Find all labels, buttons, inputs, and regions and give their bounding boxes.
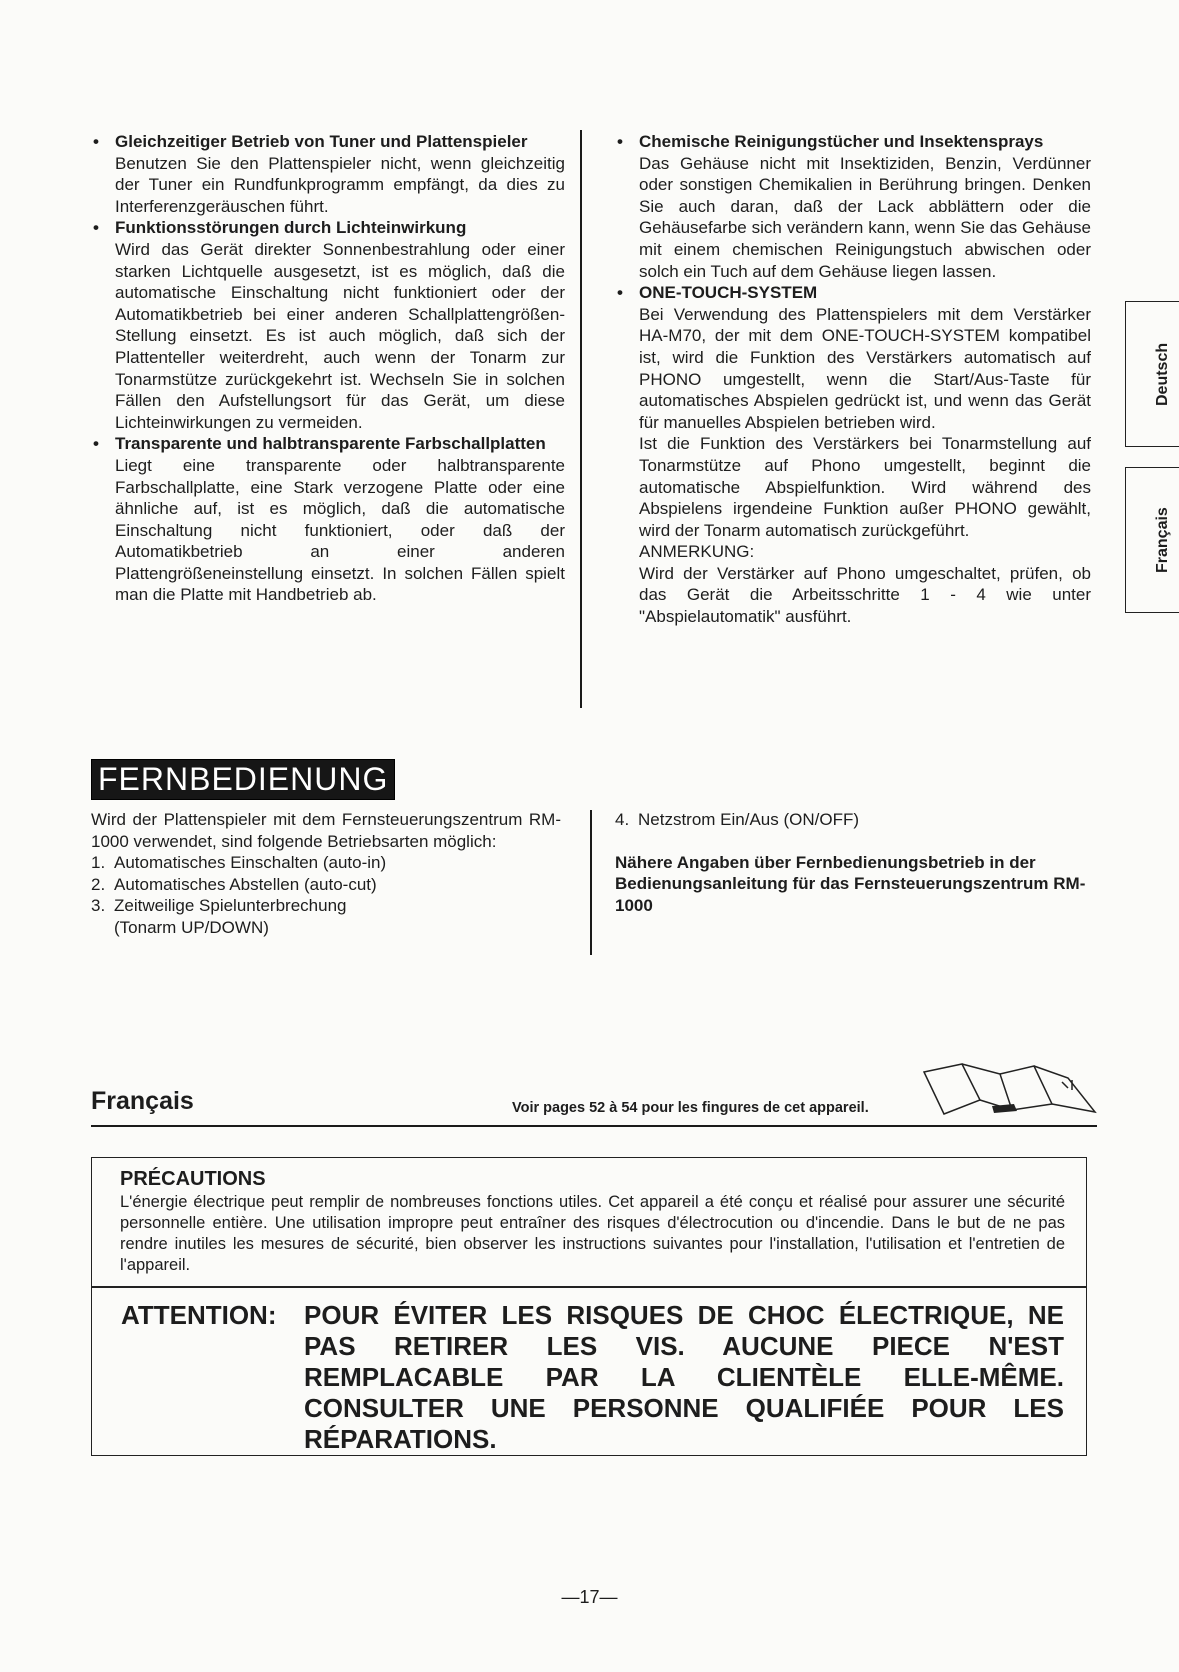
language-tab-deutsch (1125, 301, 1179, 447)
section-heading: • Gleichzeitiger Betrieb von Tuner und Plattenspieler (115, 131, 565, 153)
section-heading: • ONE-TOUCH-SYSTEM (639, 282, 1091, 304)
language-tab-francais (1125, 467, 1179, 613)
section-heading: • Funktionsstörungen durch Lichteinwirkung (115, 217, 565, 239)
section-body: Benutzen Sie den Plattenspieler nicht, wenn gleichzeitig der Tuner ein Rundfunkprogramm empfängt, da dies zu Interferenzgeräuschen führt. (115, 153, 565, 216)
mode-list (615, 809, 1095, 831)
section-heading: • Chemische Reinigungstücher und Insektensprays (639, 131, 1091, 153)
section-heading: • Transparente und halbtransparente Farbschallplatten (115, 433, 565, 455)
mode-list (91, 852, 561, 938)
manual-book-icon (922, 1060, 1097, 1118)
fernbedienung-right (615, 809, 1095, 916)
section-rule (91, 1125, 1097, 1127)
list-item: 3. Zeitweilige Spielunterbrechung (Tonarm UP/DOWN) (91, 896, 347, 937)
section-body: Ist die Funktion des Verstärkers bei Tonarmstellung auf Tonarmstütze auf Phono umgestellt, beginnt die automatische Abspielfunktion. Wird während des Abspielens irgendeine Funktion außer PHONO gewählt, wird der Tonarm automatisch zurückgeführt. (639, 434, 1091, 540)
section-body: Bei Verwendung des Plattenspielers mit dem Verstärker HA-M70, der mit dem ONE-TOUCH-SYSTEM kompatibel ist, wird die Funktion des Verstärkers automatisch auf PHONO umgestellt, wenn die Start/Aus-Taste für automatisches Abspielen gedrückt ist, und wenn das Gerät für manuelles Abspielen betrieben wird. (639, 304, 1091, 432)
precautions-title: PRÉCAUTIONS (120, 1168, 266, 1190)
note-label: ANMERKUNG: (639, 542, 755, 562)
column-divider (580, 130, 582, 708)
language-tab-label: Deutsch (1154, 342, 1171, 406)
column-divider (590, 810, 592, 955)
fernbedienung-bold-note: Nähere Angaben über Fernbedienungsbetrieb in der Bedienungsanleitung für das Fernsteuerungszentrum RM-1000 (615, 852, 1086, 915)
francais-title: Français (91, 1087, 194, 1115)
section-body: Wird das Gerät direkter Sonnenbestrahlung oder einer starken Lichtquelle ausgesetzt, ist es möglich, daß die automatische Einschaltung nicht funktioniert oder der Automatikbetrieb bei einer anderen Schallplattengrößen-Stellung einsetzt. Es ist auch möglich, daß sich der Plattenteller weiterdreht, auch wenn der Tonarm zur Tonarmstütze zurückgekehrt ist. Wechseln Sie in solchen Fällen den Aufstellungsort für das Gerät, um diese Lichteinwirkungen zu vermeiden. (115, 239, 565, 432)
figures-reference: Voir pages 52 à 54 pour les fingures de cet appareil. (512, 1100, 869, 1116)
language-tab-label: Français (1154, 507, 1171, 573)
fernbedienung-left (91, 809, 561, 939)
note-text: Wird der Verstärker auf Phono umgeschaltet, prüfen, ob das Gerät die Arbeitsschritte 1 - 4 wie unter "Abspielautomatik" ausführt. (639, 563, 1091, 627)
section-body: Das Gehäuse nicht mit Insektiziden, Benzin, Verdünner oder sonstigen Chemikalien in Berührung bringen. Denken Sie auch daran, daß der Lack abblättern oder die Gehäusefarbe sich verändern kann, wenn Sie das Gehäuse mit einem chemischen Reinigungstuch abwischen oder solch ein Tuch auf dem Gehäuse liegen lassen. (639, 153, 1091, 281)
attention-label: ATTENTION: (121, 1300, 277, 1330)
list-item: 4. Netzstrom Ein/Aus (ON/OFF) (615, 810, 860, 829)
page-number: —17— (561, 1587, 618, 1607)
german-left-column (115, 131, 565, 606)
fernbedienung-intro: Wird der Plattenspieler mit dem Fernsteuerungszentrum RM-1000 verwendet, sind folgende Betriebsarten möglich: (91, 810, 561, 851)
attention-box (91, 1287, 1087, 1456)
precautions-text: L'énergie électrique peut remplir de nombreuses fonctions utiles. Cet appareil a été conçu et réalisé pour assurer une sécurité personnelle entière. Une utilisation impropre peut entraîner des risques d'électrocution ou d'incendie. Dans le but de ne pas rendre inutiles les mesures de sécurité, bien observer les instructions suivantes pour l'installation, l'utilisation et l'entretien de l'appareil. (120, 1193, 1065, 1274)
precautions-box (91, 1157, 1087, 1287)
list-item: 2. Automatisches Abstellen (auto-cut) (91, 874, 377, 894)
fernbedienung-heading: FERNBEDIENUNG (91, 759, 395, 800)
section-body: Liegt eine transparente oder halbtransparente Farbschallplatte, eine Stark verzogene Platte oder eine ähnliche auf, ist es möglich, daß die automatische Einschaltung nicht funktioniert, oder daß der Automatikbetrieb an einer anderen Plattengrößeneinstellung einsetzt. In solchen Fällen spielt man die Platte mit Handbetrieb ab. (115, 455, 565, 605)
attention-text: POUR ÉVITER LES RISQUES DE CHOC ÉLECTRIQUE, NE PAS RETIRER LES VIS. AUCUNE PIECE N'EST REMPLACABLE PAR LA CLIENTÈLE ELLE-MÊME. CONSULTER UNE PERSONNE QUALIFIÉE POUR LES RÉPARATIONS. (304, 1300, 1064, 1454)
german-right-column (639, 131, 1091, 628)
list-item: 1. Automatisches Einschalten (auto-in) (91, 853, 387, 873)
